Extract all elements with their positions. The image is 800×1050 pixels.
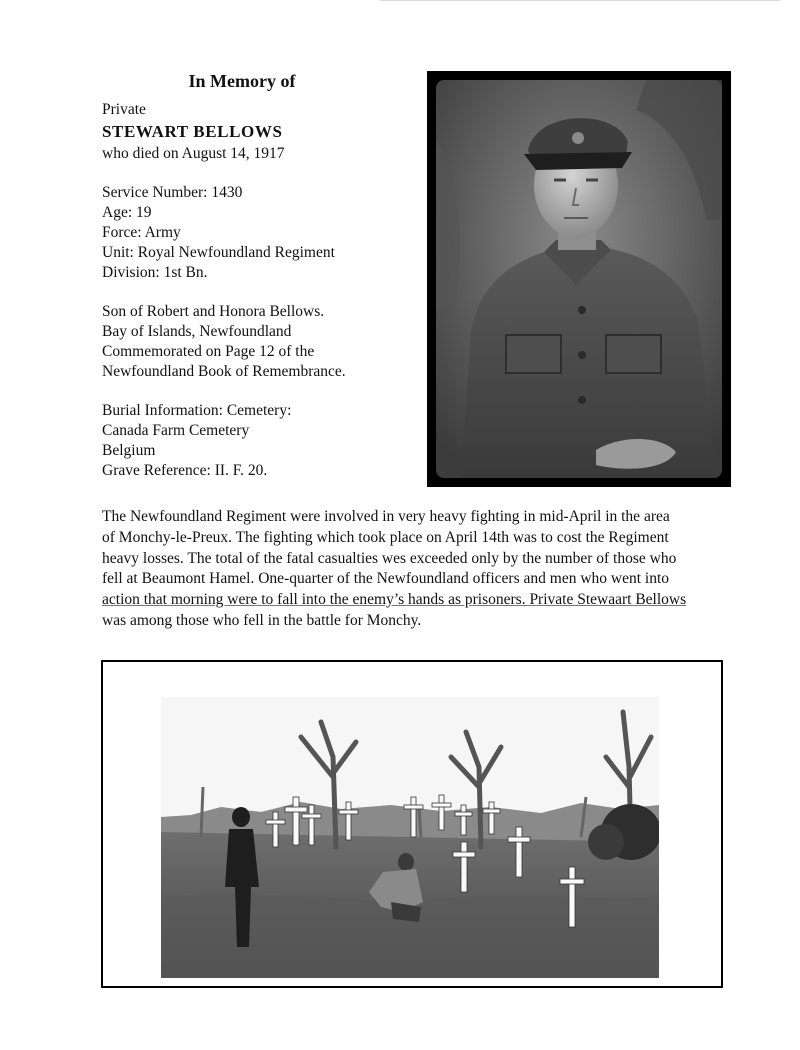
family-line: Son of Robert and Honora Bellows.	[102, 303, 325, 320]
narrative-line: action that morning were to fall into the enemy’s hands as prisoners. Private Stewaart Bellows	[102, 591, 687, 609]
service-number: Service Number: 1430	[102, 184, 243, 201]
age: Age: 19	[102, 204, 152, 221]
division: Division: 1st Bn.	[102, 264, 208, 281]
death-date: who died on August 14, 1917	[102, 145, 285, 162]
narrative-line: fell at Beaumont Hamel. One-quarter of the Newfoundland officers and men who went into	[102, 570, 670, 588]
grave-reference: Grave Reference: II. F. 20.	[102, 462, 268, 479]
burial-heading: Burial Information: Cemetery:	[102, 402, 292, 419]
commemoration-line: Commemorated on Page 12 of the	[102, 343, 315, 360]
narrative-line: of Monchy-le-Preux. The fighting which took place on April 14th was to cost the Regiment	[102, 528, 669, 546]
cemetery-country: Belgium	[102, 442, 156, 459]
unit: Unit: Royal Newfoundland Regiment	[102, 244, 335, 261]
hometown: Bay of Islands, Newfoundland	[102, 323, 292, 340]
narrative-line: The Newfoundland Regiment were involved in very heavy fighting in mid-April in the area	[102, 508, 670, 525]
commemoration-line: Newfoundland Book of Remembrance.	[102, 363, 346, 380]
rank: Private	[102, 101, 146, 118]
memorial-heading: In Memory of	[188, 71, 296, 91]
soldier-portrait-image	[436, 80, 722, 478]
narrative-line: heavy losses. The total of the fatal casualties wes exceeded only by the number of those who	[102, 549, 677, 567]
cemetery-photo-image	[161, 697, 659, 978]
memorial-details	[102, 100, 422, 481]
cemetery-photo-frame	[101, 660, 723, 988]
narrative-paragraph	[102, 507, 742, 632]
soldier-name: STEWART BELLOWS	[102, 122, 283, 141]
cemetery-name: Canada Farm Cemetery	[102, 422, 250, 439]
narrative-line: was among those who fell in the battle for Monchy.	[102, 611, 422, 629]
top-rule	[380, 0, 780, 1]
portrait-photo-frame	[427, 71, 731, 487]
force: Force: Army	[102, 224, 181, 241]
